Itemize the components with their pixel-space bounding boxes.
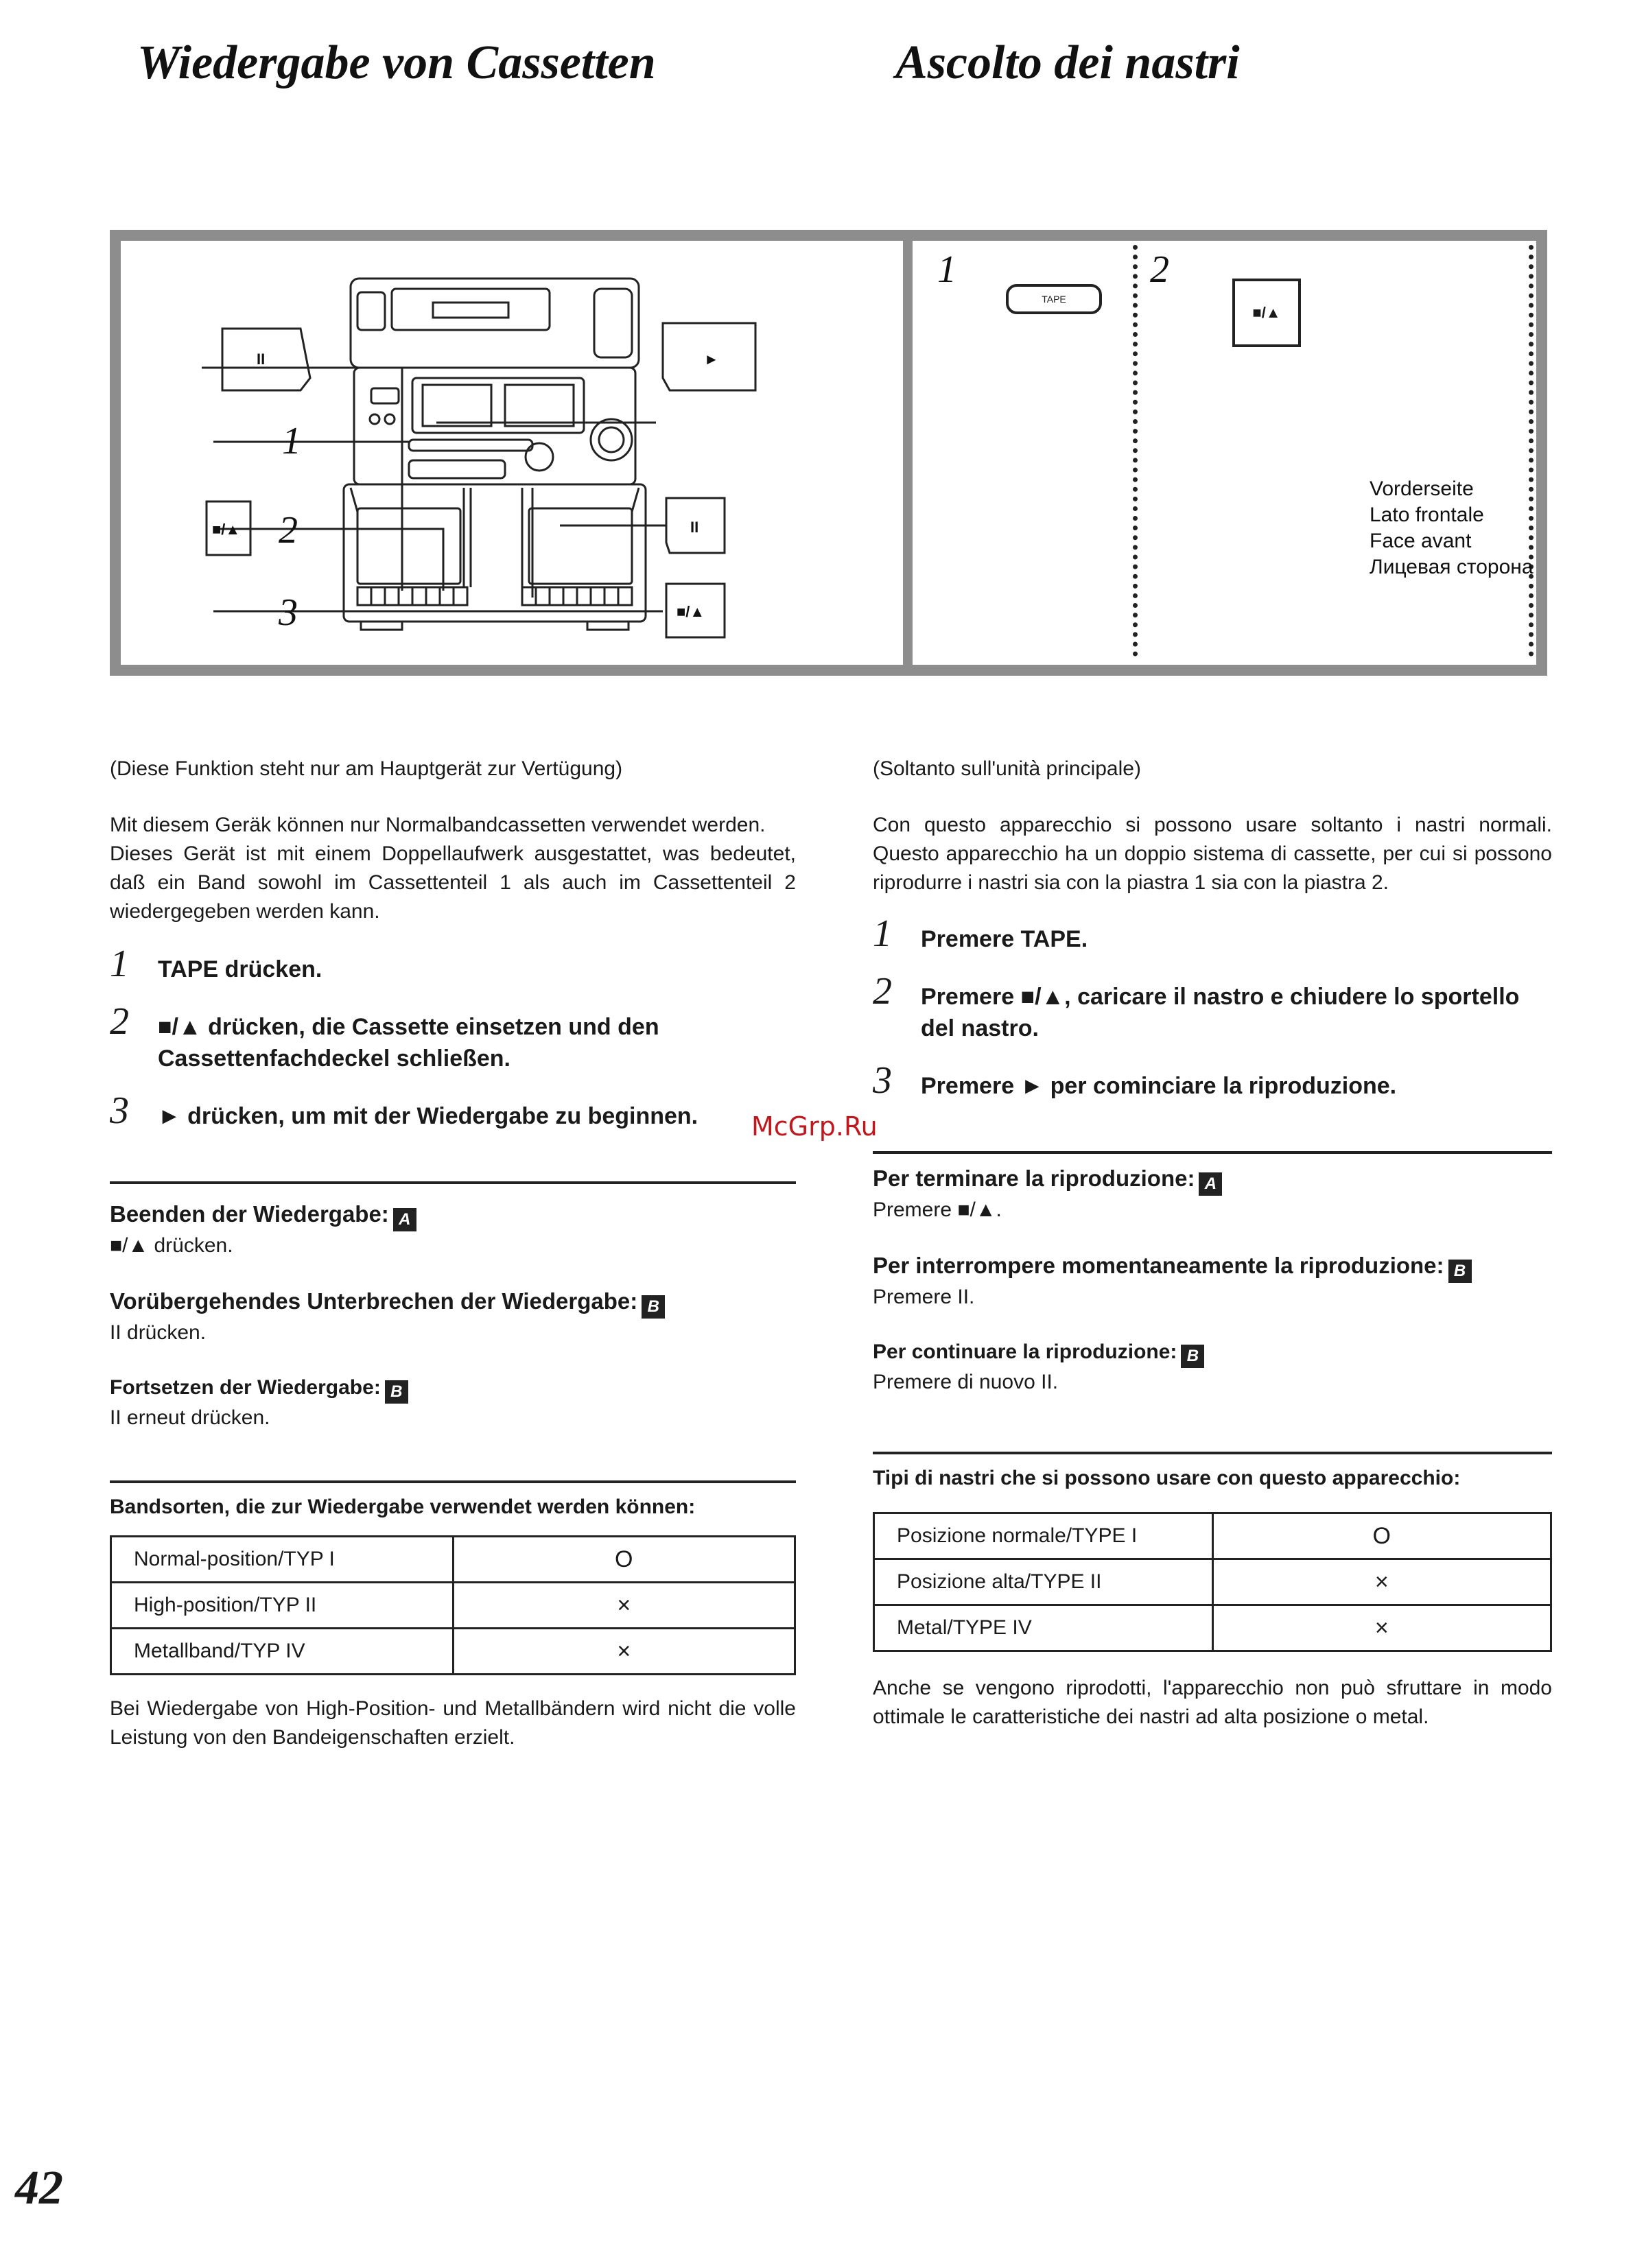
callout-number-1: 1: [282, 420, 301, 462]
figure-divider: [903, 241, 913, 665]
tape-type-name: Metal/TYPE IV: [874, 1605, 1213, 1651]
tape-type-mark: ×: [453, 1583, 795, 1629]
table-row: [874, 1513, 1551, 1559]
tape-type-name: Posizione normale/TYPE I: [874, 1513, 1213, 1559]
pause-icon: II: [257, 351, 266, 368]
tape-types-heading: Bandsorten, die zur Wiedergabe verwendet werden können:: [110, 1496, 696, 1518]
tape-types-footnote: Bei Wiedergabe von High-Position- und Metallbändern wird nicht die volle Leistung von den Bandeigenschaften erzielt.: [110, 1697, 796, 1749]
stop-heading: Per terminare la riproduzione: A: [873, 1163, 1552, 1196]
intro-paragraph: Con questo apparecchio si possono usare soltanto i nastri normali. Questo apparecchio ha un doppio sistema di cassette, per cui si possono riprodurre i nastri sia con la piastra 1 sia con la piastra 2.: [873, 814, 1552, 894]
step-1: 1 Premere TAPE.: [873, 912, 1088, 955]
intro-paragraph: Mit diesem Geräk können nur Normalbandcassetten verwendet werden.: [110, 814, 766, 836]
stop-eject-icon: ■/▲: [677, 603, 705, 620]
step-2: 2 ■/▲ drücken, die Cassette einsetzen und den Cassettenfachdeckel schließen.: [110, 1000, 659, 1072]
figure-dotted-divider: [1133, 245, 1138, 657]
table-row: [874, 1605, 1551, 1651]
pause-heading: Per interrompere momentaneamente la riproduzione: B: [873, 1251, 1552, 1283]
tape-type-name: Metallband/TYP IV: [111, 1629, 454, 1675]
tape-type-mark: O: [453, 1537, 795, 1583]
cassette-side-labels: [1370, 476, 1534, 580]
stop-instruction: ■/▲ drücken.: [110, 1234, 233, 1257]
label-box-b: B: [642, 1295, 665, 1319]
stop-instruction: Premere ■/▲.: [873, 1198, 1002, 1221]
tape-type-name: Normal-position/TYP I: [111, 1537, 454, 1583]
stereo-unit-drawing: [121, 241, 903, 666]
label-box-a: A: [1199, 1172, 1222, 1196]
cassette-label-it: Lato frontale: [1370, 504, 1484, 526]
label-box-a: A: [393, 1208, 416, 1231]
figure-dotted-border: [1529, 245, 1534, 657]
callout-number-2: 2: [279, 509, 298, 552]
german-column: [110, 755, 796, 1752]
tape-type-mark: ×: [453, 1629, 795, 1675]
label-box-b: B: [1181, 1345, 1204, 1368]
cassette-label-fr: Face avant: [1370, 530, 1472, 552]
figure-step-number-2: 2: [1150, 248, 1169, 291]
pause-icon: II: [690, 519, 699, 536]
page-number: 42: [15, 2162, 63, 2214]
stop-eject-icon: ■/▲: [212, 521, 241, 538]
availability-note: (Diese Funktion steht nur am Hauptgerät zur Vertügung): [110, 757, 623, 780]
tape-type-name: Posizione alta/TYPE II: [874, 1559, 1213, 1605]
tape-type-mark: O: [1212, 1513, 1551, 1559]
stop-eject-button-drawing: ■/▲: [1232, 279, 1301, 347]
tape-types-table: [110, 1535, 796, 1675]
tape-type-mark: ×: [1212, 1605, 1551, 1651]
tape-type-mark: ×: [1212, 1559, 1551, 1605]
tape-button-drawing: TAPE: [1006, 284, 1102, 314]
pause-instruction: Premere II.: [873, 1286, 975, 1308]
resume-heading: Per continuare la riproduzione: B: [873, 1338, 1552, 1368]
page-title-italian: Ascolto dei nastri: [895, 36, 1240, 89]
section-rule: [110, 1480, 796, 1483]
table-row: [111, 1629, 795, 1675]
availability-note: (Soltanto sull'unità principale): [873, 757, 1141, 780]
step-3: 3 Premere ► per cominciare la riproduzione.: [873, 1059, 1397, 1102]
cassette-label-de: Vorderseite: [1370, 477, 1474, 500]
resume-instruction: II erneut drücken.: [110, 1406, 270, 1429]
step-2: 2 Premere ■/▲, caricare il nastro e chiudere lo sportello del nastro.: [873, 970, 1520, 1041]
tape-types-footnote: Anche se vengono riprodotti, l'apparecchio non può sfruttare in modo ottimale le caratteristiche dei nastri ad alta posizione o metal.: [873, 1677, 1552, 1728]
tape-type-name: High-position/TYP II: [111, 1583, 454, 1629]
section-rule: [873, 1151, 1552, 1154]
step-3: 3 ► drücken, um mit der Wiedergabe zu beginnen.: [110, 1089, 698, 1132]
tape-types-table: [873, 1512, 1552, 1652]
step-1: 1 TAPE drücken.: [110, 943, 322, 985]
label-box-b: B: [1448, 1260, 1472, 1283]
section-rule: [110, 1181, 796, 1184]
tape-types-heading: Tipi di nastri che si possono usare con questo apparecchio:: [873, 1467, 1461, 1489]
instruction-figure: [110, 230, 1547, 676]
intro-paragraph: Dieses Gerät ist mit einem Doppellaufwerk ausgestattet, was bedeutet, daß ein Band sowohl im Cassettenteil 1 als auch im Cassettenteil 2 wiedergegeben werden kann.: [110, 842, 796, 923]
watermark: McGrp.Ru: [751, 1111, 878, 1142]
table-row: [111, 1537, 795, 1583]
play-icon: ►: [704, 351, 719, 368]
section-rule: [873, 1452, 1552, 1454]
resume-heading: Fortsetzen der Wiedergabe: B: [110, 1373, 796, 1404]
callout-number-3: 3: [279, 591, 298, 634]
figure-step-number-1: 1: [937, 248, 956, 291]
resume-instruction: Premere di nuovo II.: [873, 1371, 1059, 1393]
stop-heading: Beenden der Wiedergabe: A: [110, 1199, 796, 1231]
page-title-german: Wiedergabe von Cassetten: [137, 36, 656, 89]
table-row: [874, 1559, 1551, 1605]
label-box-b: B: [385, 1380, 408, 1404]
table-row: [111, 1583, 795, 1629]
cassette-label-ru: Лицевая сторона: [1370, 556, 1534, 578]
pause-heading: Vorübergehendes Unterbrechen der Wiedergabe: B: [110, 1286, 796, 1319]
pause-instruction: II drücken.: [110, 1321, 207, 1344]
italian-column: [873, 755, 1552, 1732]
